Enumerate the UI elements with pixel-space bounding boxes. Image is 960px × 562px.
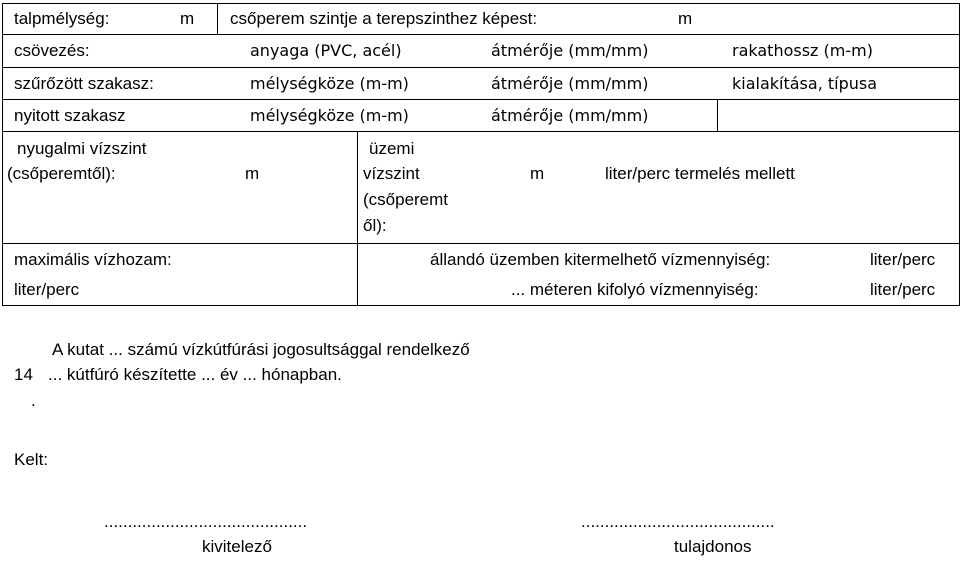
csovezes-anyaga: anyaga (PVC, acél) <box>250 41 402 60</box>
jogosultsag-statement: A kutat ... számú vízkútfúrási jogosultsággal rendelkező <box>52 340 470 359</box>
nyugalmi-vizszint-label: nyugalmi vízszint <box>17 139 147 158</box>
uzemi-vizszint-unit: m <box>530 164 545 183</box>
uzemi-vizszint-label: üzemi <box>369 139 415 158</box>
termeles-mellett-label: liter/perc termelés mellett <box>605 164 795 183</box>
statement-prefix: 14 <box>14 365 33 384</box>
nyugalmi-vizszint-label-2: (csőperemtől): <box>7 164 116 183</box>
nyitott-szakasz-label: nyitott szakasz <box>14 106 126 125</box>
nyitott-atmeroje: átmérője (mm/mm) <box>491 106 649 125</box>
csoperem-szint-label: csőperem szintje a terepszinthez képest: <box>230 9 538 28</box>
szurozott-atmeroje: átmérője (mm/mm) <box>491 74 649 93</box>
szurozott-kialakitasa: kialakítása, típusa <box>732 74 878 93</box>
uzemi-vizszint-label-3: (csőperemt <box>363 190 449 209</box>
table-col-divider <box>217 3 218 35</box>
statement-dot: . <box>31 391 36 410</box>
kifolyo-vizmennyiseg-unit: liter/perc <box>870 280 936 299</box>
csoperem-szint-unit: m <box>678 9 693 28</box>
tulajdonos-label: tulajdonos <box>674 537 752 556</box>
uzemi-vizszint-label-2: vízszint <box>363 164 420 183</box>
table-row-divider <box>2 99 960 100</box>
maximalis-vizhozam-label: maximális vízhozam: <box>14 250 172 269</box>
table-border-bottom <box>2 305 960 306</box>
table-border-left <box>2 3 3 306</box>
tulajdonos-signature-line: ......................................... <box>581 512 775 531</box>
uzemi-vizszint-label-4: ől): <box>363 216 387 235</box>
csovezes-label: csövezés: <box>14 41 90 60</box>
csovezes-rakathossz: rakathossz (m-m) <box>732 41 873 60</box>
table-col-divider <box>357 131 358 306</box>
table-row-divider <box>2 243 960 244</box>
nyugalmi-vizszint-unit: m <box>245 164 260 183</box>
maximalis-vizhozam-unit: liter/perc <box>14 280 80 299</box>
kivitelezo-label: kivitelező <box>202 537 272 556</box>
kutfuro-statement: ... kútfúró készítette ... év ... hónapban. <box>48 365 342 384</box>
talpmelyseg-label: talpmélység: <box>14 9 110 28</box>
allando-uzem-unit: liter/perc <box>870 250 936 269</box>
allando-uzem-label: állandó üzemben kitermelhető vízmennyiség: <box>430 250 771 269</box>
table-row-divider <box>2 34 960 35</box>
szurozott-szakasz-label: szűrőzött szakasz: <box>14 74 154 93</box>
table-col-divider <box>717 99 718 132</box>
csovezes-atmeroje: átmérője (mm/mm) <box>491 41 649 60</box>
nyitott-melysegkoze: mélységköze (m-m) <box>250 106 409 125</box>
szurozott-melysegkoze: mélységköze (m-m) <box>250 74 409 93</box>
kivitelezo-signature-line: ........................................... <box>104 512 308 531</box>
table-row-divider <box>2 131 960 132</box>
table-border-top <box>2 3 960 4</box>
kelt-label: Kelt: <box>14 450 49 469</box>
table-row-divider <box>2 67 960 68</box>
talpmelyseg-unit: m <box>180 9 195 28</box>
kifolyo-vizmennyiseg-label: ... méteren kifolyó vízmennyiség: <box>511 280 759 299</box>
